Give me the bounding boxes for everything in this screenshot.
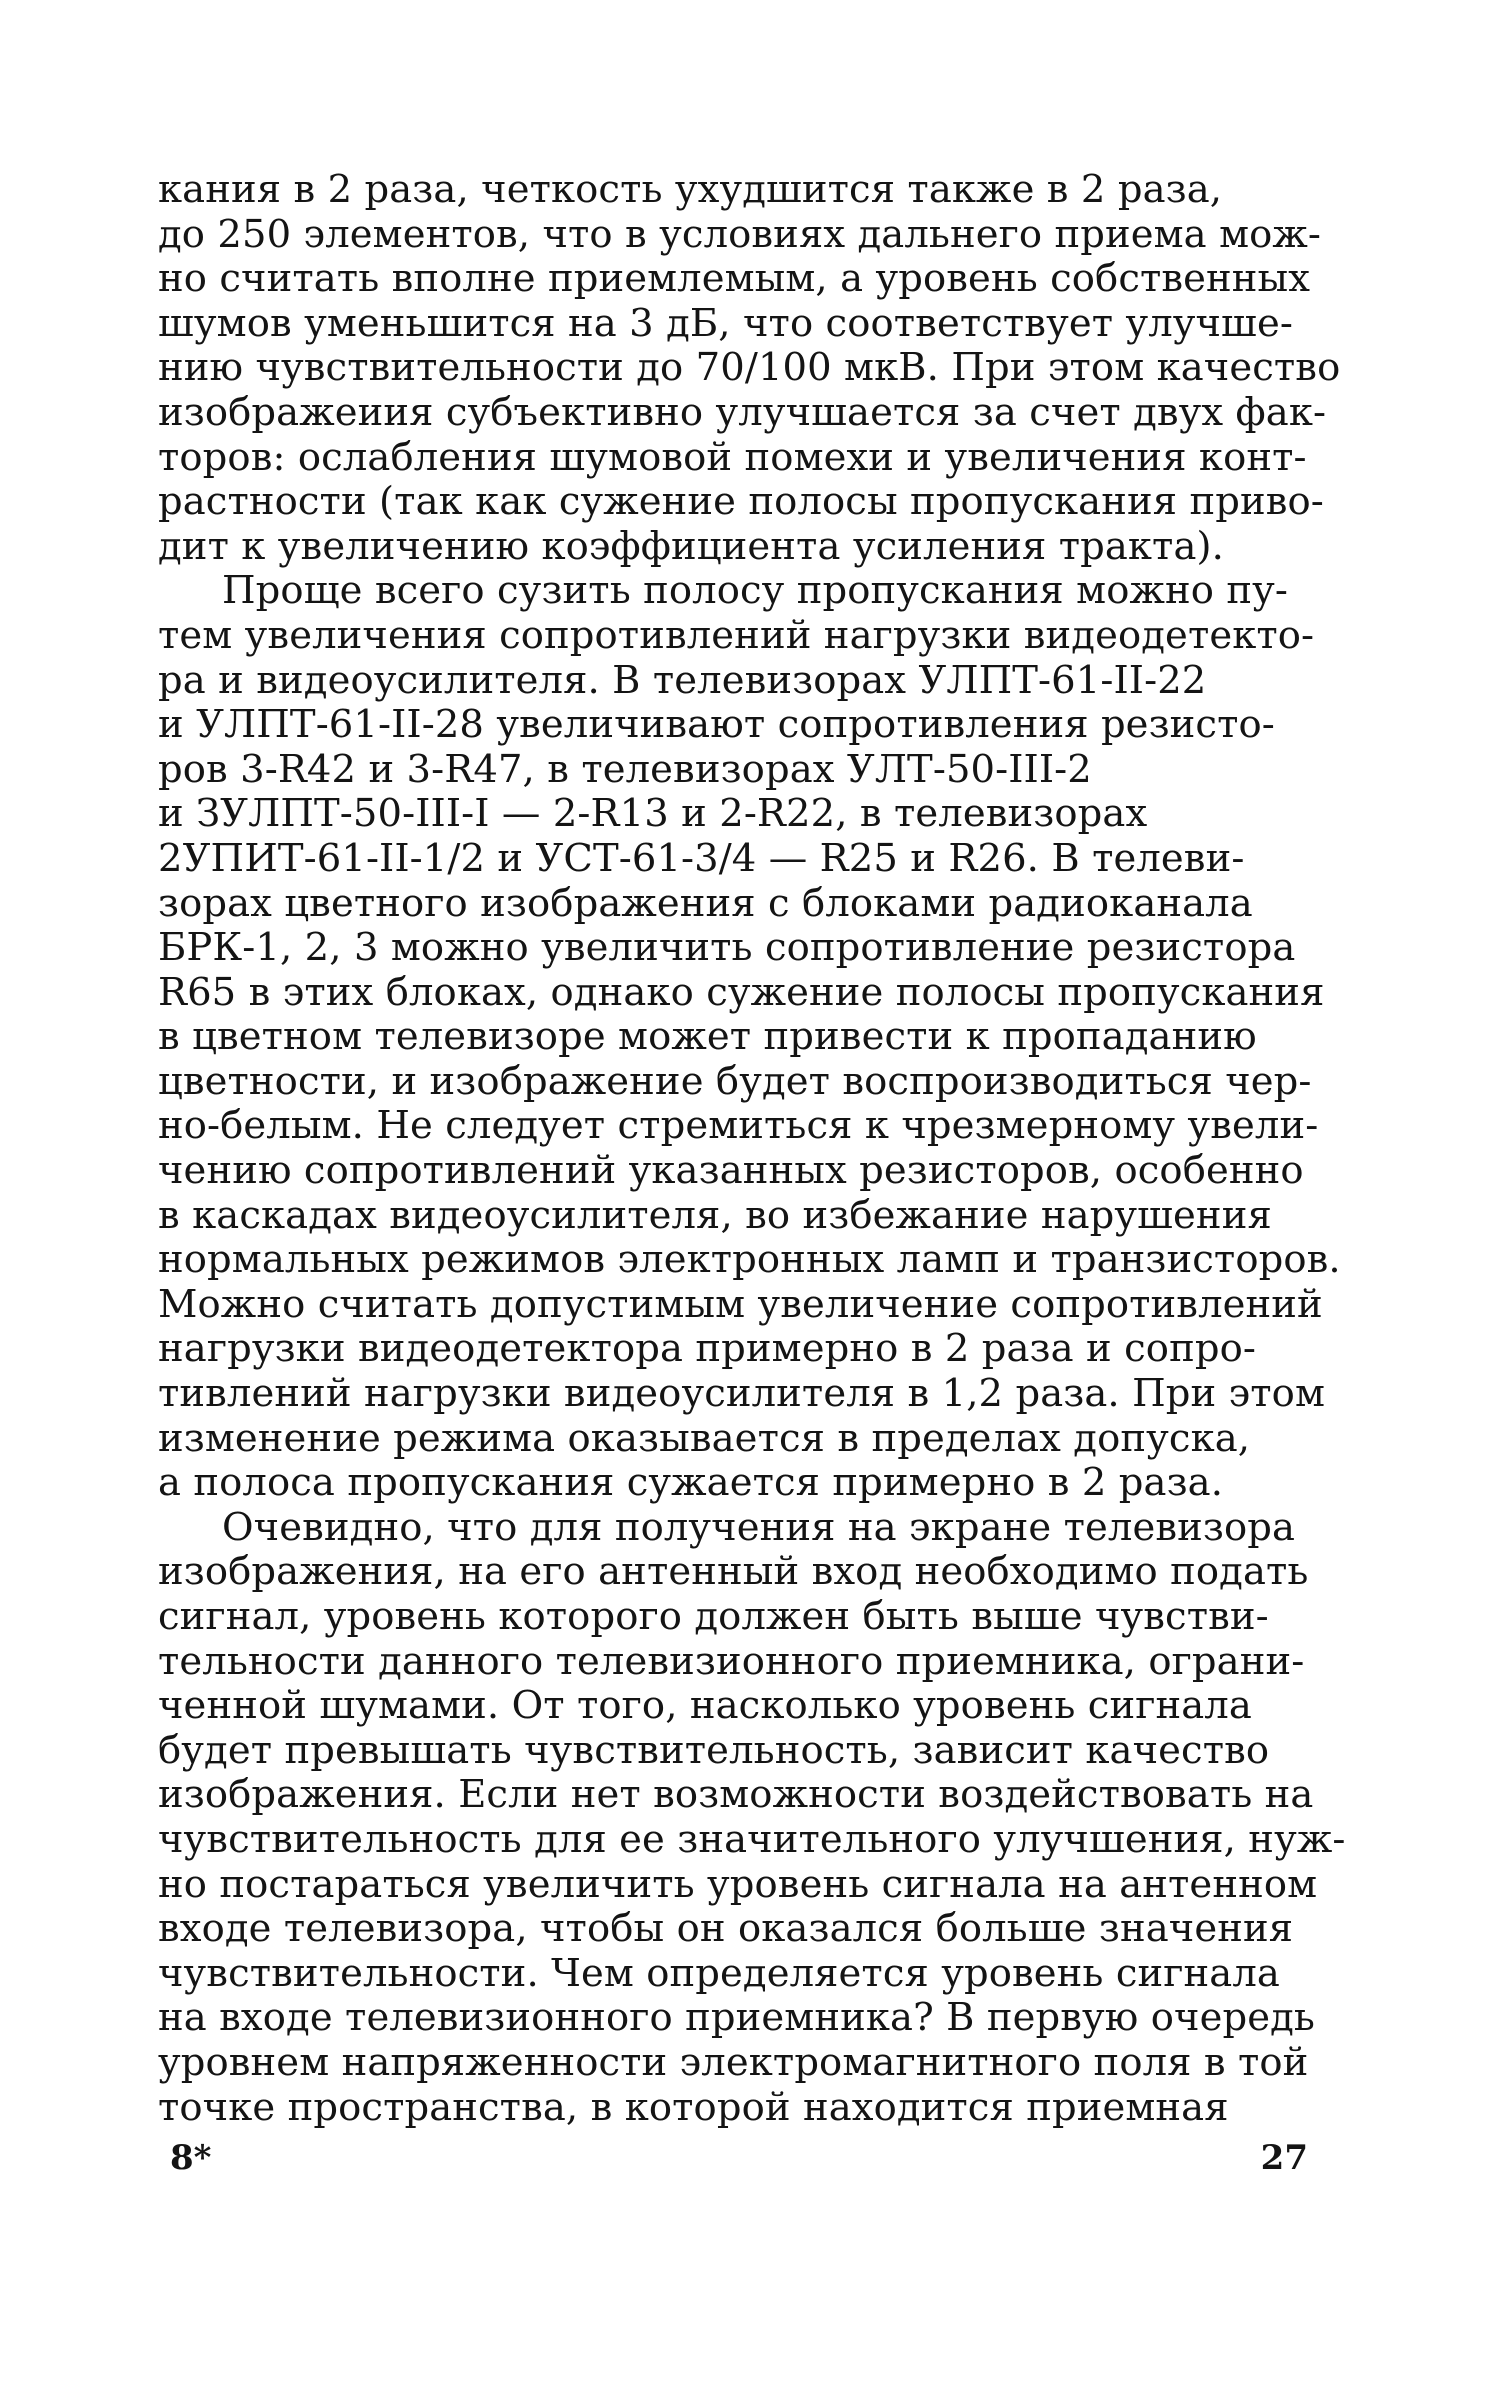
text-line: БРК-1, 2, 3 можно увеличить сопротивление резистора [158,925,1296,971]
text-line: чувствительность для ее значительного улучшения, нуж- [158,1816,1346,1862]
text-line: торов: ослабления шумовой помехи и увеличения конт- [158,434,1307,480]
text-line: R65 в этих блоках, однако сужение полосы пропускания [158,969,1325,1015]
text-line: ра и видеоусилителя. В телевизорах УЛПТ-61-II-22 [158,657,1207,703]
text-line: точке пространства, в которой находится приемная [158,2084,1229,2130]
text-line: цветности, и изображение будет воспроизводиться чер- [158,1058,1312,1104]
text-line: на входе телевизионного приемника? В первую очередь [158,1995,1315,2041]
text-line: тем увеличения сопротивлений нагрузки видеодетекто- [158,612,1315,658]
body-text [158,167,1346,2130]
text-line: чувствительности. Чем определяется уровень сигнала [158,1950,1280,1996]
text-line: сигнал, уровень которого должен быть выше чувстви- [158,1594,1269,1639]
text-line: в цветном телевизоре может привести к пропаданию [158,1014,1257,1060]
text-line: чению сопротивлений указанных резисторов, особенно [158,1148,1304,1194]
text-line: но считать вполне приемлемым, а уровень собственных [158,256,1311,302]
text-line: зорах цветного изображения с блоками радиоканала [158,880,1253,926]
paragraph-start-line: Очевидно, что для получения на экране телевизора [222,1504,1296,1550]
text-line: растности (так как сужение полосы пропускания приво- [158,479,1324,525]
text-line: но-белым. Не следует стремиться к чрезмерному увели- [158,1103,1319,1149]
page-footer [170,2138,1308,2188]
text-line: входе телевизора, чтобы он оказался больше значения [158,1906,1294,1952]
text-line: изображеиия субъективно улучшается за счет двух фак- [158,389,1327,435]
page-number: 27 [1260,2138,1308,2178]
text-line: изображения, на его антенный вход необходимо подать [158,1549,1309,1595]
text-line: кания в 2 раза, четкость ухудшится также в 2 раза, [158,167,1223,212]
book-page [158,167,1346,2188]
signature-mark: 8* [170,2138,212,2178]
paragraph-start-line: Проще всего сузить полосу пропускания можно пу- [222,568,1288,614]
text-line: нормальных режимов электронных ламп и транзисторов. [158,1237,1341,1283]
text-line: тельности данного телевизионного приемника, ограни- [158,1638,1305,1684]
text-line: но постараться увеличить уровень сигнала на антенном [158,1861,1318,1907]
text-line: Можно считать допустимым увеличение сопротивлений [158,1281,1323,1327]
text-line: нагрузки видеодетектора примерно в 2 раза и сопро- [158,1326,1256,1372]
text-line: шумов уменьшится на 3 дБ, что соответствует улучше- [158,300,1293,346]
text-line: до 250 элементов, что в условиях дальнего приема мож- [158,211,1322,257]
text-line: ров 3-R42 и 3-R47, в телевизорах УЛТ-50-III-2 [158,746,1092,792]
text-line: в каскадах видеоусилителя, во избежание нарушения [158,1192,1272,1238]
text-line: дит к увеличению коэффициента усиления тракта). [158,523,1224,569]
text-line: а полоса пропускания сужается примерно в 2 раза. [158,1460,1224,1506]
text-line: изображения. Если нет возможности воздействовать на [158,1772,1314,1818]
text-line: ченной шумами. От того, насколько уровень сигнала [158,1683,1252,1729]
text-line: тивлений нагрузки видеоусилителя в 1,2 раза. При этом [158,1371,1326,1417]
text-line: изменение режима оказывается в пределах допуска, [158,1415,1251,1461]
text-line: будет превышать чувствительность, зависит качество [158,1727,1270,1773]
text-line: и УЛПТ-61-II-28 увеличивают сопротивления резисто- [158,702,1275,748]
text-line: 2УПИТ-61-II-1/2 и УСТ-61-3/4 — R25 и R26. В телеви- [158,835,1245,881]
text-line: уровнем напряженности электромагнитного поля в той [158,2039,1309,2085]
text-line: и ЗУЛПТ-50-III-I — 2-R13 и 2-R22, в телевизорах [158,791,1148,837]
text-line: нию чувствительности до 70/100 мкВ. При этом качество [158,345,1341,391]
